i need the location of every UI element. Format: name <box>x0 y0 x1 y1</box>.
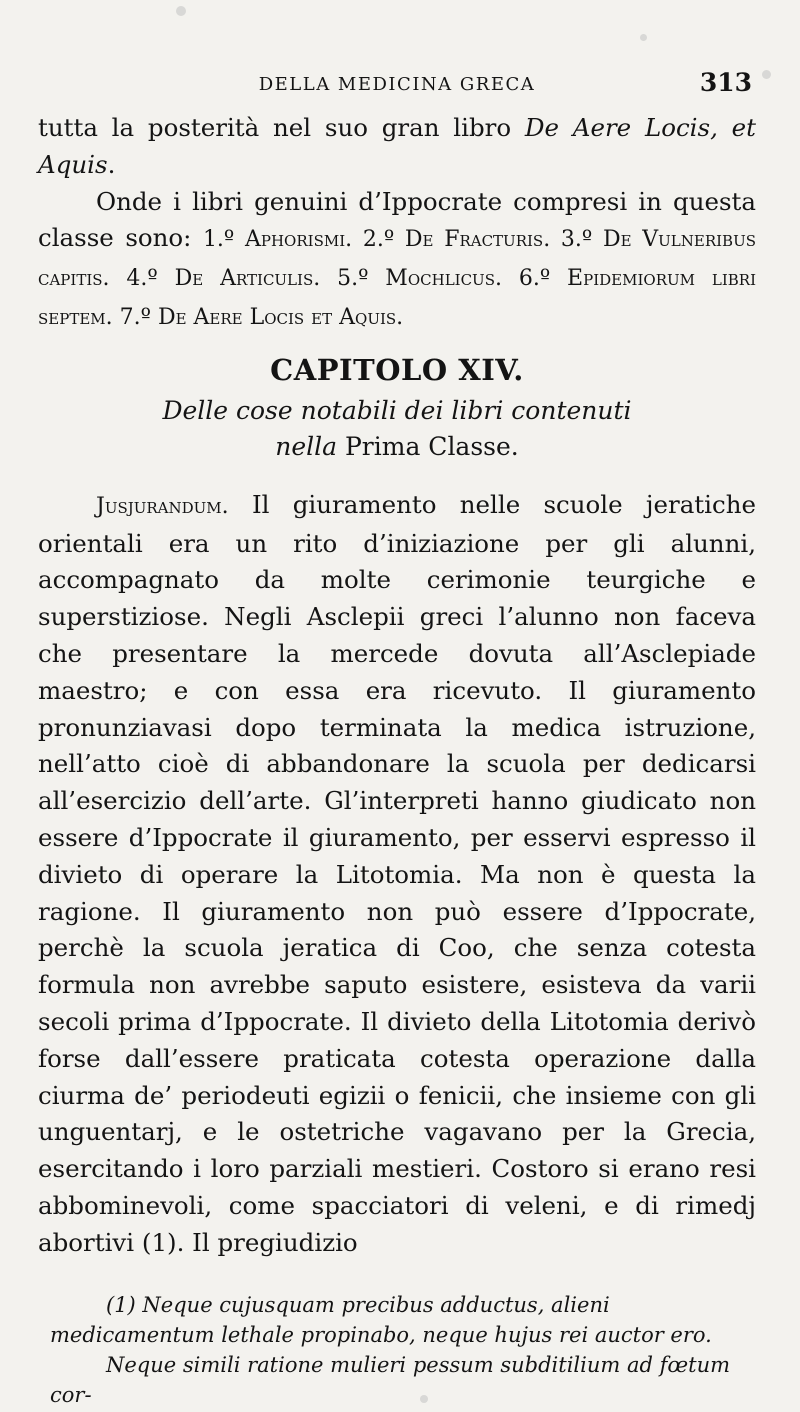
page-number: 313 <box>699 68 752 97</box>
book-list: 1.º Aphorismi. 2.º De Fracturis. 3.º De Vulneribus capitis. 4.º De Articulis. 5.º Mochlicus. 6.º Epidemiorum libri septem. 7.º De Aere Locis et Aquis. <box>38 227 756 330</box>
paper-speck <box>640 34 647 41</box>
intro-paragraph <box>38 110 756 184</box>
chapter-title: CAPITOLO XIV. <box>270 352 524 387</box>
body-text <box>38 110 756 1262</box>
chapter-subtitle-class: Prima Classe. <box>344 431 519 461</box>
footnotes <box>50 1290 764 1410</box>
footnote-1: (1) Neque cujusquam precibus adductus, alieni medicamentum lethale propinabo, neque hujus rei auctor ero. <box>50 1293 712 1347</box>
paper-speck <box>762 70 771 79</box>
intro-end: . <box>107 149 116 179</box>
main-paragraph <box>38 487 756 1262</box>
chapter-subtitle <box>38 393 756 465</box>
chapter-subtitle-nella: nella <box>275 431 338 461</box>
intro-work-title: De Aere Locis, et Aquis <box>38 113 756 179</box>
section-lead: Jusjurandum. <box>96 493 229 519</box>
running-head: DELLA MEDICINA GRECA <box>258 74 536 95</box>
page-header <box>38 64 756 110</box>
footnote-1-continued: Neque simili ratione mulieri pessum subditilium ad fœtum cor- <box>50 1353 731 1407</box>
paper-speck <box>176 6 186 16</box>
intro-text: tutta la posterità nel suo gran libro <box>38 113 525 142</box>
main-text: Il giuramento nelle scuole jeratiche orientali era un rito d’iniziazione per gli alunni, accompagnato da molte cerimonie teurgiche e superstiziose. Negli Asclepii greci l’alunno non faceva che presentare la mercede dovuta all’Asclepiade maestro; e con essa era ricevuto. Il giuramento pronunziavasi dopo terminata la medica istruzione, nell’atto cioè di abbandonare la scuola per dedicarsi all’esercizio dell’arte. Gl’interpreti hanno giudicato non essere d’Ippocrate il giuramento, per esservi espresso il divieto di operare la Litotomia. Ma non è questa la ragione. Il giuramento non può essere d’Ippocrate, perchè la scuola jeratica di Coo, che senza cotesta formula non avrebbe saputo esistere, esisteva da varii secoli prima d’Ippocrate. Il divieto della Litotomia derivò forse dall’essere praticata cotesta operazione dalla ciurma de’ periodeuti egizii o fenicii, che insieme con gli unguentarj, e le ostetriche vagavano per la Grecia, esercitando i loro parziali mestieri. Costoro si erano resi abbominevoli, come spacciatori di veleni, e di rimedj abortivi (1). Il pregiudizio <box>38 489 756 1257</box>
book-list-intro: Onde i libri genuini d’Ippocrate compresi in questa classe sono: <box>38 186 756 253</box>
book-list-paragraph <box>38 184 756 337</box>
chapter-subtitle-line1: Delle cose notabili dei libri contenuti <box>162 395 632 425</box>
